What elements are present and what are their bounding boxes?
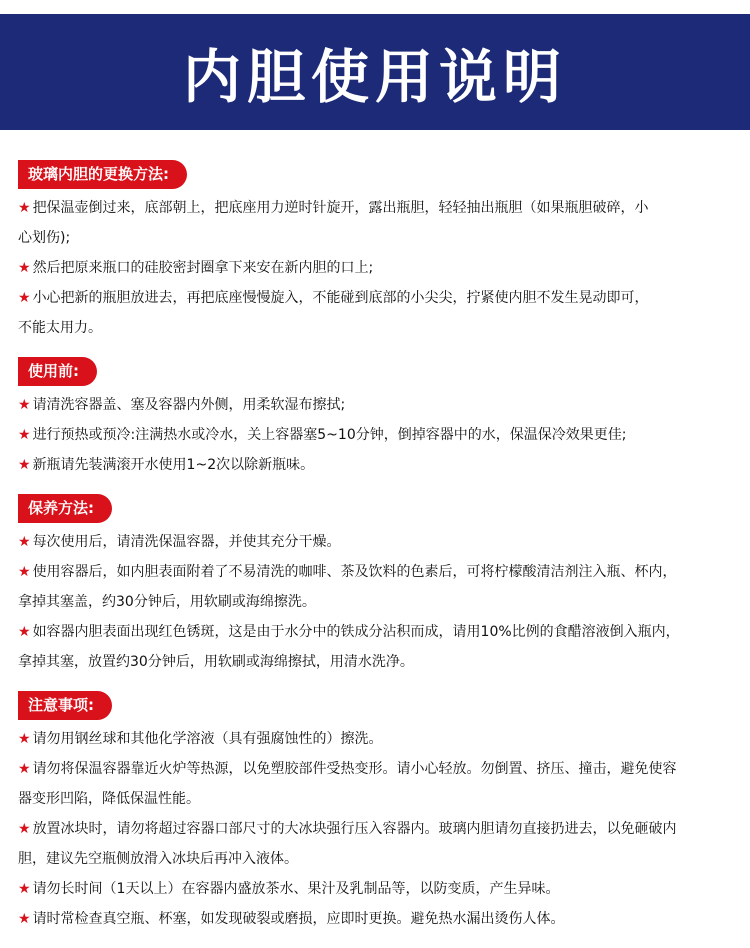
list-item-continuation: 胆，建议先空瓶侧放滑入冰块后再冲入液体。: [18, 851, 298, 867]
instructions-content: [18, 160, 730, 948]
star-icon: ★: [18, 290, 31, 306]
item-text: 请勿长时间（1天以上）在容器内盛放茶水、果汁及乳制品等，以防变质，产生异味。: [32, 881, 560, 897]
star-icon: ★: [18, 624, 31, 640]
section-label: 玻璃内胆的更换方法:: [18, 160, 187, 189]
item-text: 把保温壶倒过来，底部朝上，把底座用力逆时针旋开，露出瓶胆，轻轻抽出瓶胆（如果瓶胆破碎，小: [32, 200, 649, 216]
item-text: 请清洗容器盖、塞及容器内外侧，用柔软湿布擦拭;: [32, 397, 346, 413]
list-item-continuation: 不能太用力。: [18, 320, 102, 336]
list-item: [18, 874, 730, 904]
list-item: [18, 754, 730, 784]
star-icon: ★: [18, 564, 31, 580]
item-text: 新瓶请先装满滚开水使用1~2次以除新瓶味。: [32, 457, 315, 473]
star-icon: ★: [18, 260, 31, 276]
item-text: 如容器内胆表面出现红色锈斑，这是由于水分中的铁成分沾积而成，请用10%比例的食醋溶液倒入瓶内，: [32, 624, 680, 640]
star-icon: ★: [18, 881, 31, 897]
list-item-continuation: 器变形凹陷，降低保温性能。: [18, 791, 200, 807]
item-text: 请勿用钢丝球和其他化学溶液（具有强腐蚀性的）擦洗。: [32, 731, 383, 747]
star-icon: ★: [18, 911, 31, 927]
list-item: [18, 724, 730, 754]
item-text: 请勿将保温容器靠近火炉等热源，以免塑胶部件受热变形。请小心轻放。勿倒置、挤压、撞击，避免使容: [32, 761, 677, 777]
item-text: 小心把新的瓶胆放进去，再把底座慢慢旋入，不能碰到底部的小尖尖，拧紧使内胆不发生晃动即可，: [32, 290, 649, 306]
item-text: 进行预热或预冷:注满热水或冷水，关上容器塞5~10分钟，倒掉容器中的水，保温保冷效果更佳;: [32, 427, 627, 443]
list-item: [18, 527, 730, 557]
list-item: [18, 450, 730, 480]
title-banner: [0, 14, 750, 130]
star-icon: ★: [18, 761, 31, 777]
star-icon: ★: [18, 731, 31, 747]
list-item: [18, 283, 730, 313]
section-maintenance: [18, 494, 730, 677]
list-item: [18, 420, 730, 450]
star-icon: ★: [18, 200, 31, 216]
item-text: 放置冰块时，请勿将超过容器口部尺寸的大冰块强行压入容器内。玻璃内胆请勿直接扔进去，以免砸破内: [32, 821, 677, 837]
list-item: [18, 557, 730, 587]
page-title: 内胆使用说明: [182, 43, 567, 111]
item-text: 请时常检查真空瓶、杯塞，如发现破裂或磨损，应即时更换。避免热水漏出烫伤人体。: [32, 911, 565, 927]
star-icon: ★: [18, 427, 31, 443]
section-precautions: [18, 691, 730, 934]
star-icon: ★: [18, 821, 31, 837]
list-item-continuation: 拿掉其塞，放置约30分钟后，用软刷或海绵擦拭，用清水洗净。: [18, 654, 414, 670]
list-item-continuation: 心划伤);: [18, 230, 71, 246]
list-item: [18, 253, 730, 283]
star-icon: ★: [18, 534, 31, 550]
star-icon: ★: [18, 397, 31, 413]
list-item: [18, 193, 730, 223]
list-item-continuation: 拿掉其塞盖，约30分钟后，用软刷或海绵擦洗。: [18, 594, 316, 610]
section-before-use: [18, 357, 730, 480]
section-label: 保养方法:: [18, 494, 112, 523]
section-glass-liner-replacement: [18, 160, 730, 343]
section-label: 注意事项:: [18, 691, 112, 720]
star-icon: ★: [18, 457, 31, 473]
item-text: 使用容器后，如内胆表面附着了不易清洗的咖啡、茶及饮料的色素后，可将柠檬酸清洁剂注入瓶、杯内，: [32, 564, 677, 580]
list-item: [18, 904, 730, 934]
list-item: [18, 617, 730, 647]
list-item: [18, 814, 730, 844]
item-text: 然后把原来瓶口的硅胶密封圈拿下来安在新内胆的口上;: [32, 260, 374, 276]
item-text: 每次使用后，请清洗保温容器，并使其充分干燥。: [32, 534, 341, 550]
list-item: [18, 390, 730, 420]
section-label: 使用前:: [18, 357, 97, 386]
